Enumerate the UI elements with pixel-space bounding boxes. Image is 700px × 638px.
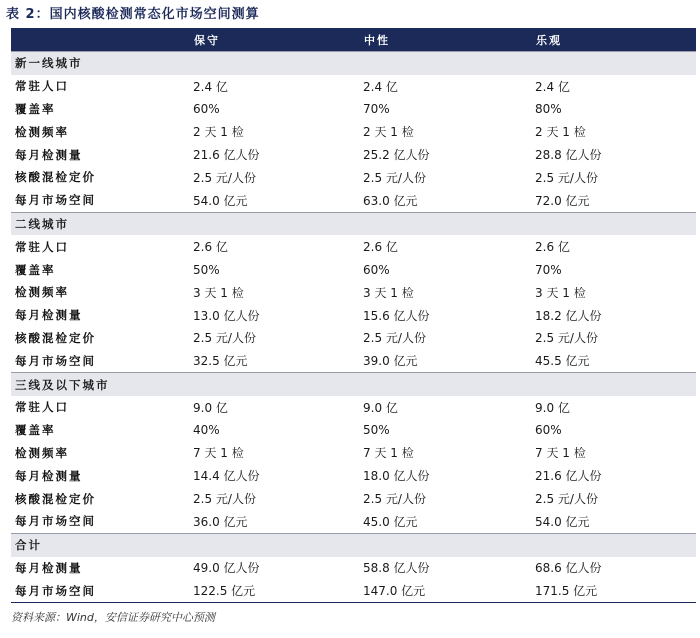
cell-neutral: 70% — [363, 101, 390, 116]
cell-conservative: 9.0 亿 — [193, 400, 228, 415]
table-row — [11, 258, 696, 281]
cell-optimistic: 2.6 亿 — [535, 240, 570, 255]
table-row — [11, 75, 696, 98]
cell-conservative: 50% — [193, 262, 220, 277]
table-row — [11, 419, 696, 442]
cell-neutral: 2.5 元/人份 — [363, 170, 426, 185]
row-label: 检测频率 — [15, 124, 69, 139]
table-row — [11, 327, 696, 350]
cell-neutral: 2.6 亿 — [363, 240, 398, 255]
row-label: 核酸混检定价 — [15, 491, 96, 506]
section-title: 新一线城市 — [11, 52, 696, 75]
cell-optimistic: 18.2 亿人份 — [535, 308, 602, 323]
cell-neutral: 2 天 1 检 — [363, 125, 414, 140]
cell-neutral: 2.5 元/人份 — [363, 331, 426, 346]
cell-conservative: 40% — [193, 423, 220, 438]
section-title: 合计 — [11, 533, 696, 556]
cell-neutral: 63.0 亿元 — [363, 193, 418, 208]
header-optimistic: 乐观 — [535, 28, 696, 52]
row-label: 常驻人口 — [15, 400, 69, 415]
cell-neutral: 147.0 亿元 — [363, 579, 535, 602]
table-row — [11, 349, 696, 372]
table-row — [11, 442, 696, 465]
cell-optimistic: 80% — [535, 101, 562, 116]
source-note: 资料来源：Wind，安信证券研究中心预测 — [11, 611, 215, 624]
cell-optimistic: 2.5 元/人份 — [535, 331, 598, 346]
cell-optimistic: 3 天 1 检 — [535, 285, 586, 300]
row-label: 检测频率 — [15, 445, 69, 460]
table-body — [11, 52, 696, 603]
cell-neutral: 39.0 亿元 — [363, 354, 418, 369]
cell-neutral: 18.0 亿人份 — [363, 469, 430, 484]
table-row — [11, 510, 696, 533]
row-label: 每月检测量 — [15, 560, 83, 575]
cell-neutral: 45.0 亿元 — [363, 514, 418, 529]
cell-conservative: 21.6 亿人份 — [193, 148, 260, 163]
section-title: 二线城市 — [11, 212, 696, 235]
row-label: 常驻人口 — [15, 79, 69, 94]
cell-neutral: 2.5 元/人份 — [363, 492, 426, 507]
cell-optimistic: 70% — [535, 262, 562, 277]
table-row — [11, 304, 696, 327]
row-label: 每月市场空间 — [15, 193, 96, 208]
table-header-row — [11, 28, 696, 52]
row-label: 核酸混检定价 — [15, 330, 96, 345]
section-row — [11, 52, 696, 75]
section-row — [11, 212, 696, 235]
cell-conservative: 7 天 1 检 — [193, 446, 244, 461]
table-row — [11, 189, 696, 212]
header-corner — [11, 28, 193, 52]
cell-conservative: 3 天 1 检 — [193, 285, 244, 300]
section-row — [11, 533, 696, 556]
cell-conservative: 60% — [193, 101, 220, 116]
table-row — [11, 98, 696, 121]
table-row — [11, 396, 696, 419]
cell-neutral: 3 天 1 检 — [363, 285, 414, 300]
cell-optimistic: 2.5 元/人份 — [535, 492, 598, 507]
cell-conservative: 54.0 亿元 — [193, 193, 248, 208]
row-label: 核酸混检定价 — [15, 170, 96, 185]
row-label: 常驻人口 — [15, 239, 69, 254]
cell-optimistic: 2.5 元/人份 — [535, 170, 598, 185]
row-label: 覆盖率 — [15, 423, 56, 438]
row-label: 覆盖率 — [15, 262, 56, 277]
cell-optimistic: 9.0 亿 — [535, 400, 570, 415]
cell-conservative: 13.0 亿人份 — [193, 308, 260, 323]
section-title: 三线及以下城市 — [11, 373, 696, 396]
cell-conservative: 122.5 亿元 — [193, 579, 363, 602]
header-neutral: 中性 — [363, 28, 535, 52]
cell-neutral: 15.6 亿人份 — [363, 308, 430, 323]
cell-optimistic: 2 天 1 检 — [535, 125, 586, 140]
cell-conservative: 2.5 元/人份 — [193, 170, 256, 185]
table-row — [11, 166, 696, 189]
row-label: 每月市场空间 — [15, 514, 96, 529]
cell-neutral: 7 天 1 检 — [363, 446, 414, 461]
table-row — [11, 579, 696, 602]
cell-neutral: 25.2 亿人份 — [363, 148, 430, 163]
cell-conservative: 36.0 亿元 — [193, 514, 248, 529]
table-row — [11, 235, 696, 258]
cell-optimistic: 28.8 亿人份 — [535, 148, 602, 163]
table-title: 表 2：国内核酸检测常态化市场空间测算 — [6, 7, 260, 22]
cell-optimistic: 72.0 亿元 — [535, 193, 590, 208]
row-label: 每月检测量 — [15, 147, 83, 162]
cell-conservative: 14.4 亿人份 — [193, 469, 260, 484]
row-label: 检测频率 — [15, 285, 69, 300]
row-label: 每月检测量 — [15, 308, 83, 323]
cell-optimistic: 7 天 1 检 — [535, 446, 586, 461]
market-size-table — [11, 28, 696, 603]
cell-conservative: 2 天 1 检 — [193, 125, 244, 140]
cell-optimistic: 45.5 亿元 — [535, 354, 590, 369]
row-label: 覆盖率 — [15, 101, 56, 116]
cell-conservative: 2.4 亿 — [193, 79, 228, 94]
cell-conservative: 2.5 元/人份 — [193, 331, 256, 346]
cell-optimistic: 68.6 亿人份 — [535, 561, 602, 576]
cell-neutral: 2.4 亿 — [363, 79, 398, 94]
table-row — [11, 143, 696, 166]
header-conservative: 保守 — [193, 28, 363, 52]
cell-neutral: 58.8 亿人份 — [363, 561, 430, 576]
cell-optimistic: 171.5 亿元 — [535, 579, 696, 602]
cell-neutral: 9.0 亿 — [363, 400, 398, 415]
cell-conservative: 49.0 亿人份 — [193, 561, 260, 576]
cell-conservative: 32.5 亿元 — [193, 354, 248, 369]
table-row — [11, 557, 696, 580]
cell-optimistic: 54.0 亿元 — [535, 514, 590, 529]
section-row — [11, 373, 696, 396]
cell-optimistic: 21.6 亿人份 — [535, 469, 602, 484]
table-row — [11, 120, 696, 143]
cell-optimistic: 60% — [535, 423, 562, 438]
row-label: 每月检测量 — [15, 468, 83, 483]
table-row — [11, 281, 696, 304]
row-label: 每月市场空间 — [11, 579, 193, 602]
cell-conservative: 2.5 元/人份 — [193, 492, 256, 507]
cell-optimistic: 2.4 亿 — [535, 79, 570, 94]
cell-neutral: 50% — [363, 423, 390, 438]
table-row — [11, 487, 696, 510]
row-label: 每月市场空间 — [15, 353, 96, 368]
cell-conservative: 2.6 亿 — [193, 240, 228, 255]
table-row — [11, 464, 696, 487]
cell-neutral: 60% — [363, 262, 390, 277]
